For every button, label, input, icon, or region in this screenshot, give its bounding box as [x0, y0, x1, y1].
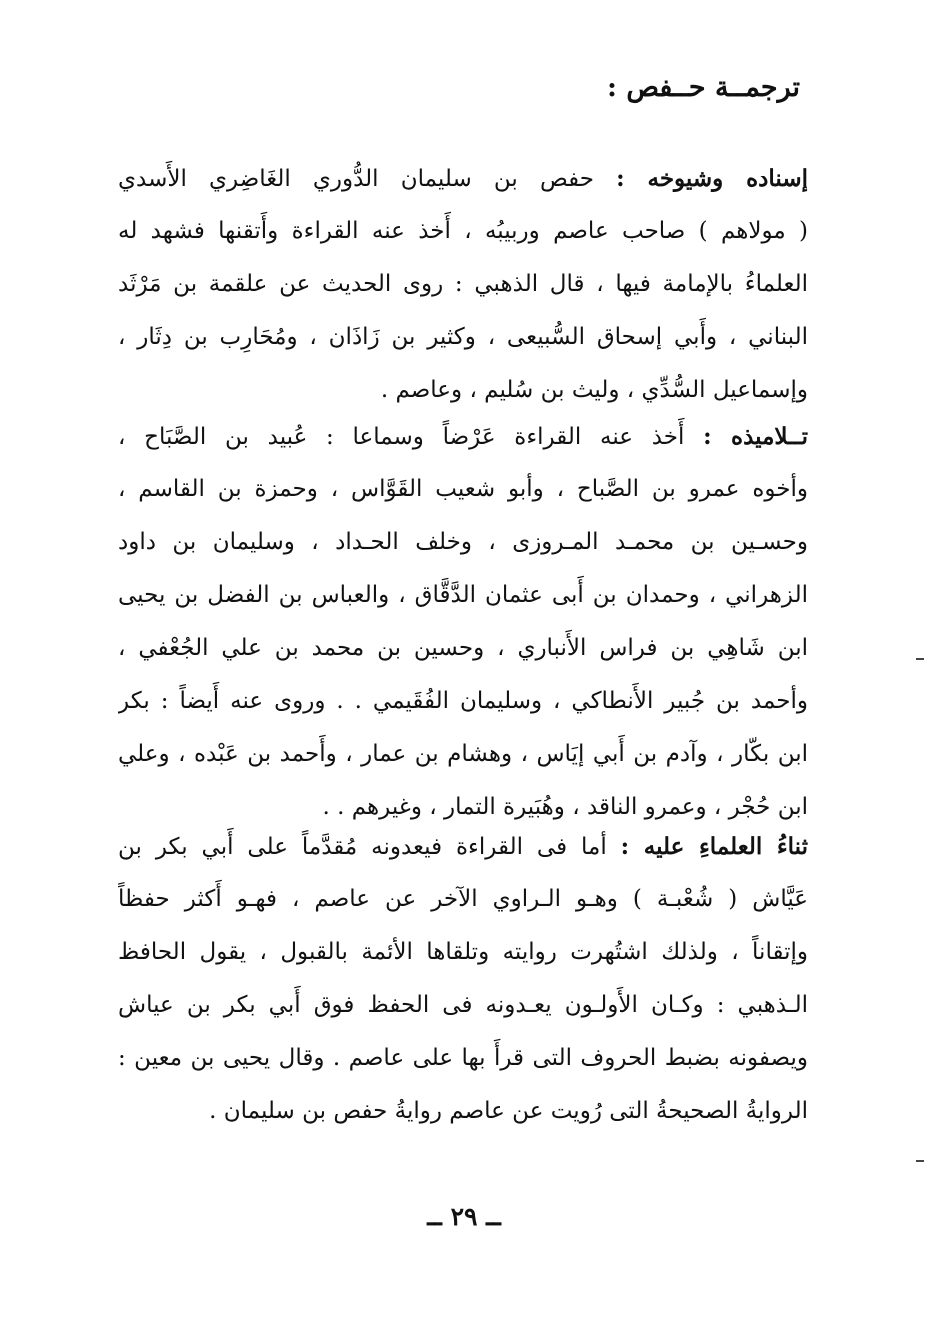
paragraph-line: وإتقاناً ، ولذلك اشتُهرت روايته وتلقاها الأئمة بالقبول ، يقول الحافظ: [118, 939, 808, 965]
paragraph-heading: إسناده وشيوخه :: [616, 165, 808, 192]
paragraph-line: [118, 410, 808, 463]
line-text: أما فى القراءة فيعدونه مُقدَّماً على أَبي بكر بن: [118, 834, 607, 860]
paragraph-isnad: [118, 152, 808, 417]
paragraph-line: عَيَّاش ( شُعْبـة ) وهـو الـراوي الآخر عن عاصم ، فهـو أَكثر حفظاً: [118, 886, 808, 912]
paragraph-line: الزهراني ، وحمدان بن أَبى عثمان الدَّقَّاق ، والعباس بن الفضل بن يحيى: [118, 582, 808, 608]
paragraph-line: البناني ، وأَبي إسحاق السُّبيعى ، وكثير بن زَاذَان ، ومُحَارِب بن دِثَار ،: [118, 324, 808, 350]
paragraph-heading: ثناءُ العلماءِ عليه :: [620, 833, 808, 860]
paragraph-line: ابن حُجْر ، وعمرو الناقد ، وهُبَيرة التمار ، وغيرهم . .: [322, 794, 808, 820]
paragraph-line: ابن بكّار ، وآدم بن أَبي إيَاس ، وهشام بن عمار ، وأَحمد بن عَبْده ، وعلي: [118, 741, 808, 767]
paragraph-line: وحسـين بن محمـد المـروزى ، وخلف الحـداد ، وسليمان بن داود: [118, 529, 808, 555]
margin-mark: [916, 658, 924, 660]
line-text: حفص بن سليمان الدُّوري الغَاضِري الأَسدي: [118, 166, 594, 192]
paragraph-line: الـذهبي : وكـان الأَولـون يعـدونه فى الحفظ فوق أَبي بكر بن عياش: [118, 992, 808, 1018]
paragraph-line: [118, 152, 808, 205]
margin-mark: [916, 1160, 924, 1162]
line-text: أَخذ عنه القراءة عَرْضاً وسماعا : عُبيد بن الصَّبَاح ،: [118, 424, 685, 450]
paragraph-heading: تــلاميذه :: [703, 423, 808, 450]
paragraph-line: ( مولاهم ) صاحب عاصم وربيبُه ، أَخذ عنه القراءة وأَتقنها فشهد له: [118, 218, 808, 244]
paragraph-praise: [118, 820, 808, 1138]
paragraph-line: العلماءُ بالإمامة فيها ، قال الذهبي : روى الحديث عن علقمة بن مَرْثَد: [118, 271, 808, 297]
paragraph-line: ابن شَاهِي بن فراس الأَنباري ، وحسين بن محمد بن علي الجُعْفي ،: [118, 635, 808, 661]
page-title: ترجمــة حــفص :: [606, 72, 800, 103]
paragraph-line: وأخوه عمرو بن الصَّباح ، وأبو شعيب القَوَّاس ، وحمزة بن القاسم ،: [118, 476, 808, 502]
page-number: ــ ٢٩ ــ: [427, 1202, 501, 1231]
paragraph-line: [118, 820, 808, 873]
paragraph-line: وأحمد بن جُبير الأَنطاكي ، وسليمان الفُقَيمي . . وروى عنه أَيضاً : بكر: [118, 688, 808, 714]
paragraph-line: وإسماعيل السُّدِّي ، وليث بن سُليم ، وعاصم .: [380, 377, 808, 403]
paragraph-line: ويصفونه بضبط الحروف التى قرأَ بها على عاصم . وقال يحيى بن معين :: [118, 1045, 808, 1071]
paragraph-students: [118, 410, 808, 834]
paragraph-line: الروايةُ الصحيحةُ التى رُويت عن عاصم روايةُ حفص بن سليمان .: [209, 1098, 808, 1124]
